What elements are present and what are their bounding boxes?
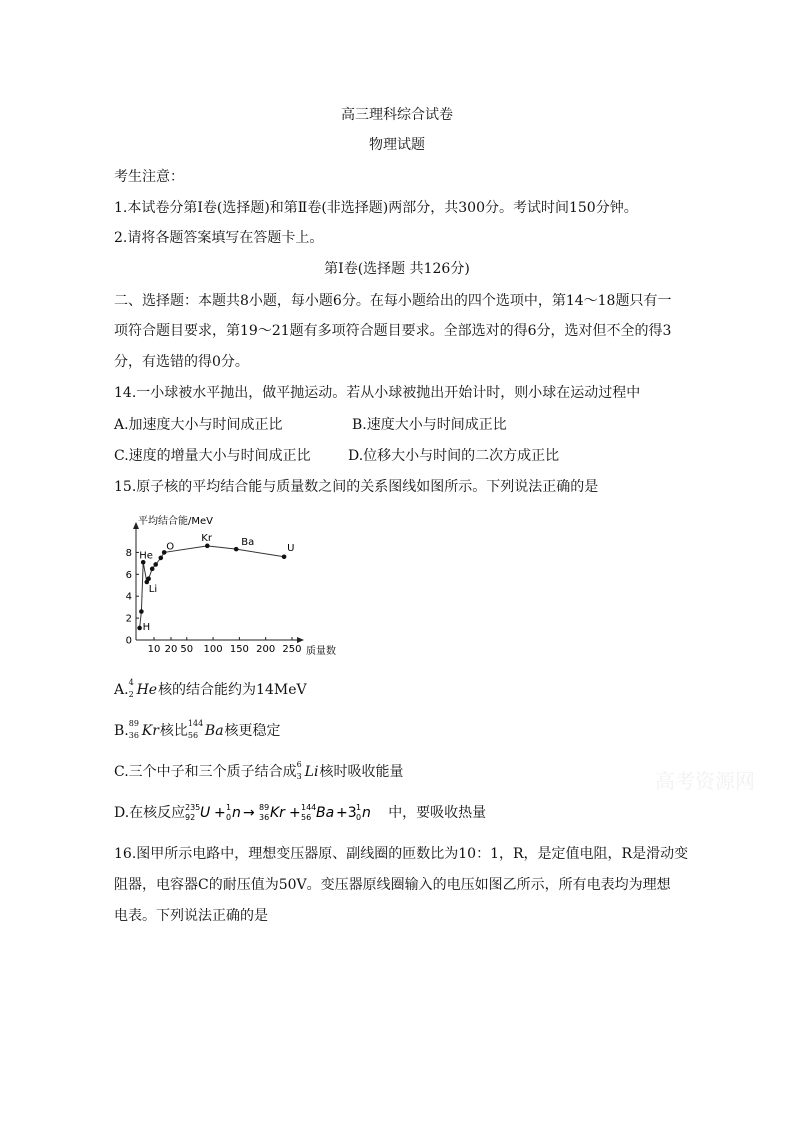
y-tick-label-2: 4 xyxy=(125,591,132,603)
exam-subtitle: 物理试题 xyxy=(369,137,425,153)
svg-text:89: 89 xyxy=(259,803,270,812)
q15-option-b: B. 89 36 Kr核比 144 56 Ba核更稳定 xyxy=(114,719,281,740)
x-tick-label-3: 100 xyxy=(203,644,223,655)
exam-title: 高三理科综合试卷 xyxy=(341,107,453,123)
point-label-3: Li xyxy=(148,583,158,595)
data-point-1 xyxy=(139,609,144,614)
svg-text:质量数: 质量数 xyxy=(306,646,336,657)
svg-text:Ba: Ba xyxy=(316,805,335,821)
q15-option-a: A. 4 2 He核的结合能约为14MeV xyxy=(114,678,307,699)
svg-text:235: 235 xyxy=(185,803,201,812)
data-point-10 xyxy=(234,547,239,552)
svg-text:144: 144 xyxy=(301,803,317,812)
svg-text:56: 56 xyxy=(301,813,312,821)
svg-text:92: 92 xyxy=(185,813,196,821)
x-axis-arrow xyxy=(297,637,304,643)
point-label-0: H xyxy=(142,621,151,633)
svg-text:+: + xyxy=(289,805,301,821)
data-point-9 xyxy=(205,544,210,549)
section-title: 第Ⅰ卷(选择题 共126分) xyxy=(324,261,470,277)
q16-line-1: 16.图甲所示电路中，理想变压器原、副线圈的匝数比为10：1，R，是定值电阻，R是滑动变 xyxy=(114,846,689,862)
svg-text:Kr: Kr xyxy=(270,805,286,821)
notice-heading: 考生注意： xyxy=(114,169,184,185)
x-tick-label-2: 50 xyxy=(180,644,194,655)
notice-item-2: 2.请将各题答案填写在答题卡上。 xyxy=(114,230,324,246)
watermark: 高考资源网 xyxy=(655,769,755,793)
q14-option-c: C.速度的增量大小与时间成正比 xyxy=(114,448,311,464)
x-tick-label-1: 20 xyxy=(164,644,178,655)
q14-stem: 14.一小球被水平抛出，做平抛运动。若从小球被抛出开始计时，则小球在运动过程中 xyxy=(114,385,641,401)
y-axis-title xyxy=(138,514,213,527)
binding-energy-chart xyxy=(118,512,358,662)
y-tick-label-3: 6 xyxy=(125,569,132,581)
svg-text:1: 1 xyxy=(226,803,232,812)
x-tick-label-4: 150 xyxy=(229,644,249,655)
q14-option-b: B.速度大小与时间成正比 xyxy=(352,417,507,433)
x-axis-title xyxy=(306,644,336,657)
point-label-2: He xyxy=(139,550,153,562)
q16-line-3: 电表。下列说法正确的是 xyxy=(114,908,268,924)
point-label-11: U xyxy=(287,542,295,554)
notice-item-1: 1.本试卷分第Ⅰ卷(选择题)和第Ⅱ卷(非选择题)两部分，共300分。考试时间150分钟。 xyxy=(114,200,638,216)
point-label-10: Ba xyxy=(241,537,255,549)
y-tick-label-4: 8 xyxy=(125,547,132,559)
nuclear-reaction-equation xyxy=(185,803,388,821)
y-tick-label-0: 0 xyxy=(125,635,132,647)
x-tick-label-0: 10 xyxy=(147,644,161,655)
svg-text:n: n xyxy=(232,805,242,821)
x-tick-label-5: 200 xyxy=(256,644,276,655)
point-label-8: O xyxy=(166,541,175,553)
svg-text:+3: +3 xyxy=(336,805,357,821)
data-point-6 xyxy=(153,562,158,567)
q15-stem: 15.原子核的平均结合能与质量数之间的关系图线如图所示。下列说法正确的是 xyxy=(114,479,599,495)
q14-option-d: D.位移大小与时间的二次方成正比 xyxy=(348,448,560,464)
data-point-4 xyxy=(146,576,151,581)
svg-text:→: → xyxy=(243,805,255,821)
svg-text:36: 36 xyxy=(259,813,270,821)
point-label-9: Kr xyxy=(201,532,212,544)
section-intro-line-1: 二、选择题：本题共8小题，每小题6分。在每小题给出的四个选项中，第14～18题只有一 xyxy=(114,293,672,309)
data-point-11 xyxy=(282,555,287,560)
section-intro-line-3: 分，有选错的得0分。 xyxy=(114,354,249,370)
q16-line-2: 阻器，电容器C的耐压值为50V。变压器原线圈输入的电压如图乙所示，所有电表均为理想 xyxy=(114,877,671,893)
q15-option-c: C.三个中子和三个质子结合成 6 3 Li核时吸收能量 xyxy=(114,760,404,781)
svg-text:+: + xyxy=(214,805,226,821)
section-intro-line-2: 项符合题目要求，第19～21题有多项符合题目要求。全部选对的得6分，选对但不全的得3 xyxy=(114,323,672,339)
svg-text:平均结合能/MeV: 平均结合能/MeV xyxy=(138,516,213,527)
data-point-5 xyxy=(150,567,155,572)
y-tick-label-1: 2 xyxy=(125,613,132,625)
data-point-0 xyxy=(137,626,142,631)
data-point-7 xyxy=(159,556,164,561)
svg-text:U: U xyxy=(200,805,211,821)
svg-text:0: 0 xyxy=(226,813,232,821)
q14-option-a: A.加速度大小与时间成正比 xyxy=(114,417,283,433)
svg-text:0: 0 xyxy=(356,813,362,821)
svg-text:n: n xyxy=(362,805,372,821)
x-tick-label-6: 250 xyxy=(282,644,302,655)
q15-option-d: D.在核反应 235 92 U + 1 0 n → 89 36 Kr + 144 56 Ba +3 1 0 n 中，要吸收热量 xyxy=(114,803,487,821)
svg-text:1: 1 xyxy=(356,803,362,812)
